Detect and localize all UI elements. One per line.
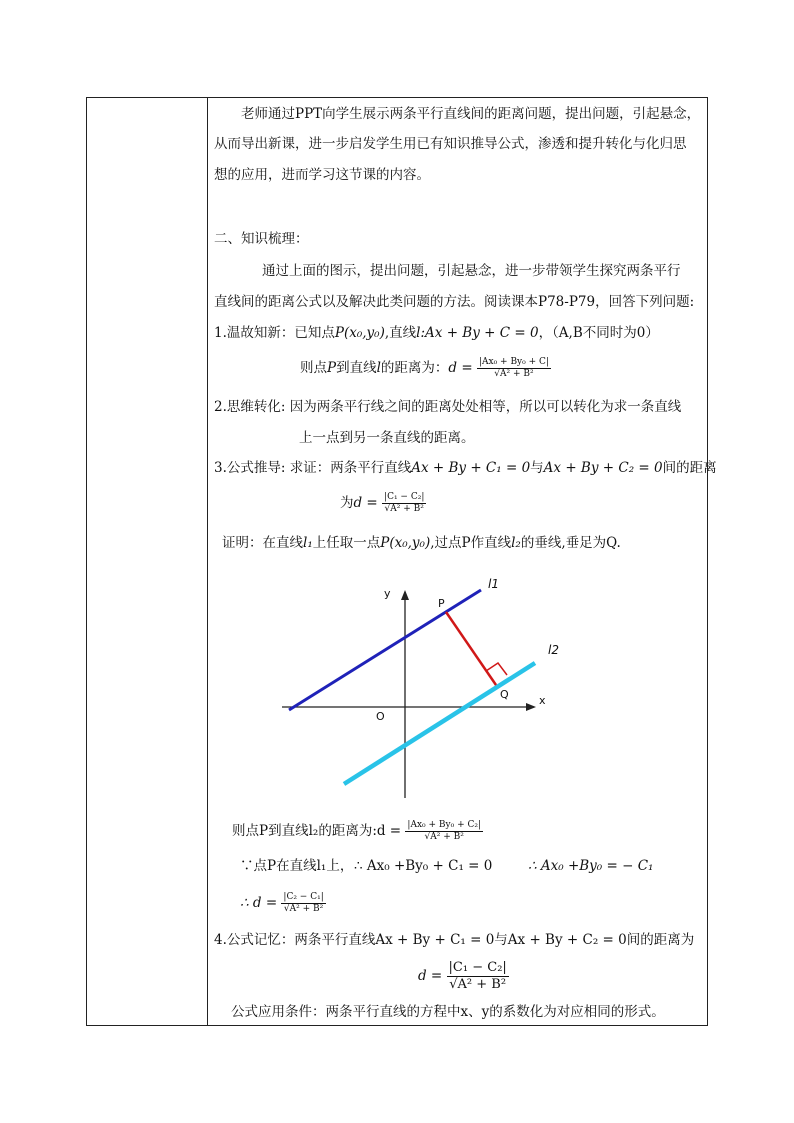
label-y: y: [384, 587, 391, 600]
therefore-fraction: [281, 892, 325, 915]
item3-eq2: Ax + By + C₂ = 0: [543, 460, 663, 476]
therefore-den: √A² + B²: [283, 904, 324, 914]
item1-mid: ,直线: [384, 325, 417, 341]
item1-sub-mid: 到直线: [336, 360, 377, 376]
item1-line-eq: l:Ax + By + C = 0: [416, 325, 539, 341]
therefore-line: [240, 892, 326, 915]
item4-den: √A² + B²: [449, 977, 507, 992]
item1-den: √A² + B²: [494, 369, 534, 379]
proof-tail: ,过点P作直线: [430, 535, 512, 551]
left-column: [87, 98, 208, 1025]
item1-sub-prefix: 则点: [300, 360, 327, 376]
proof-line: [222, 534, 621, 552]
item4-num: |C₁ − C₂|: [448, 960, 507, 975]
section-para-1: 通过上面的图示，提出问题，引起悬念，进一步带领学生探究两条平行: [262, 263, 681, 279]
y-axis-arrow: [401, 590, 409, 600]
item3-sub-prefix: 为: [340, 495, 354, 511]
item3-distance: [340, 492, 426, 515]
dist-num: |Ax₀ + By₀ + C₂|: [407, 820, 481, 830]
item4-line: 4.公式记忆：两条平行直线Ax + By + C₁ = 0与Ax + By + C₂ = 0间的距离为: [214, 932, 695, 948]
dist-den: √A² + B²: [424, 832, 464, 842]
item2-line-2: 上一点到另一条直线的距离。: [299, 430, 475, 446]
item3-and: 与: [530, 460, 544, 476]
therefore-d: ∴ d =: [240, 895, 278, 911]
item3-num: |C₁ − C₂|: [384, 492, 425, 502]
item3-den: √A² + B²: [384, 504, 424, 514]
item4-fraction: [447, 960, 509, 993]
item1-sub-l: l: [376, 360, 381, 376]
proof-point: P(x₀,y₀): [380, 535, 431, 551]
dist-d: d =: [376, 823, 402, 839]
section-heading: 二、知识梳理：: [214, 231, 309, 247]
item1-distance: [300, 357, 551, 380]
line-l2: [344, 663, 535, 784]
intro-line-3: 想的应用，进而学习这节课的内容。: [214, 167, 430, 183]
content-table: [86, 97, 708, 1026]
proof-mid: 上任取一点: [312, 535, 381, 551]
proof-l2: l₂: [511, 535, 521, 551]
x-axis-arrow: [526, 703, 536, 711]
item2-line-1: 2.思维转化: 因为两条平行线之间的距离处处相等，所以可以转化为求一条直线: [214, 399, 682, 415]
item1-line: [214, 324, 659, 342]
item3-prefix: 3.公式推导: 求证：两条平行直线: [214, 460, 412, 476]
item1-tail: ，（A,B不同时为0）: [538, 325, 659, 341]
dist-prefix: 则点P到直线l₂的距离为:: [232, 823, 377, 839]
since-eq: ∴ Ax₀ +By₀ + C₁ = 0: [354, 858, 493, 874]
line-l1: [289, 590, 481, 710]
item4-formula: [418, 960, 509, 993]
item1-fraction: [477, 357, 551, 380]
therefore-num: |C₂ − C₁|: [283, 892, 324, 902]
dist-fraction: [405, 820, 483, 843]
segment-pq: [446, 612, 496, 685]
item1-point: P(x₀,y₀): [334, 325, 385, 341]
proof-end: 的垂线,垂足为Q.: [520, 535, 621, 551]
intro-line-1: 老师通过PPT向学生展示两条平行直线间的距离问题，提出问题，引起悬念，: [241, 106, 701, 122]
item1-prefix: 1.温故知新：已知点: [214, 325, 335, 341]
label-o: O: [376, 710, 385, 723]
item3-d: d =: [353, 495, 378, 511]
since-eq2: ∴ Ax₀ +By₀ = − C₁: [528, 858, 654, 874]
label-x: x: [539, 694, 546, 707]
dist-line: [232, 820, 483, 843]
proof-l1: l₁: [303, 535, 313, 551]
section-para-2: 直线间的距离公式以及解决此类问题的方法。阅读课本P78-P79，回答下列问题:: [214, 294, 695, 310]
label-q: Q: [500, 688, 509, 701]
item1-d: d =: [448, 360, 473, 376]
item3-eq1: Ax + By + C₁ = 0: [411, 460, 531, 476]
parallel-lines-diagram: [270, 570, 580, 810]
item1-num: |Ax₀ + By₀ + C|: [478, 357, 549, 367]
item3-tail: 间的距离: [662, 460, 717, 476]
item1-sub-tail: 的距离为：: [380, 360, 449, 376]
item3-fraction: [382, 492, 426, 515]
since-text: ∵点P在直线l₁上，: [240, 858, 354, 874]
item1-sub-p: P: [327, 360, 337, 376]
item3-line: [214, 459, 717, 477]
label-l2: l2: [548, 643, 559, 657]
label-l1: l1: [488, 577, 499, 591]
proof-prefix: 证明：在直线: [222, 535, 303, 551]
item4-d: d =: [418, 968, 443, 984]
item4-condition: 公式应用条件：两条平行直线的方程中x、y的系数化为对应相同的形式。: [231, 1004, 665, 1020]
label-p: P: [438, 597, 445, 610]
intro-line-2: 从而导出新课，进一步启发学生用已有知识推导公式，渗透和提升转化与化归思: [214, 136, 687, 152]
